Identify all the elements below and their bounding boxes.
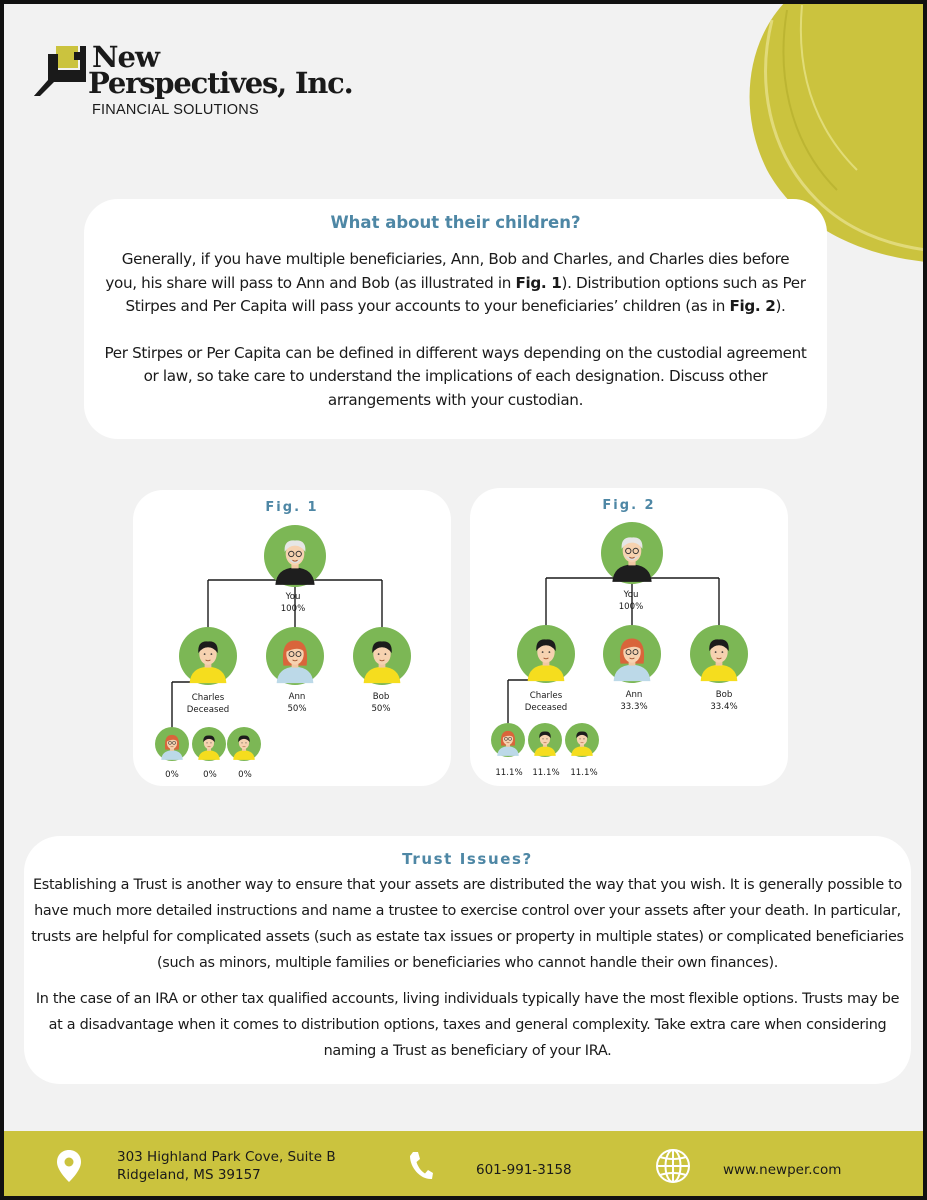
ann-avatar (266, 627, 324, 685)
bob-name: Bob (715, 690, 733, 700)
charles-name: Charles (191, 693, 225, 703)
grandchild-3-avatar (565, 723, 599, 757)
charles-label (516, 690, 576, 714)
grandchild-2-avatar (528, 723, 562, 757)
figure-1-tree (133, 490, 451, 786)
grandchild-2-share: 0% (203, 770, 217, 780)
ann-label (267, 691, 327, 715)
charles-status: Deceased (186, 705, 230, 715)
logo-mark-icon (34, 42, 92, 98)
root-name: You (623, 590, 639, 600)
root-share: 100% (618, 602, 644, 612)
ann-label (604, 689, 664, 713)
charles-status: Deceased (524, 703, 568, 713)
fig1-reference: Fig. 1 (515, 273, 562, 292)
grandchild-1-share: 0% (165, 770, 179, 780)
children-paragraph-1 (104, 248, 807, 319)
ann-name: Ann (625, 690, 643, 700)
root-name: You (285, 592, 301, 602)
location-pin-icon (56, 1149, 82, 1183)
company-logo (34, 42, 374, 126)
you-avatar (264, 525, 326, 587)
bob-label (351, 691, 411, 715)
address-line-2: Ridgeland, MS 39157 (117, 1167, 261, 1183)
root-label (263, 591, 323, 615)
globe-icon (655, 1148, 691, 1184)
charles-avatar (517, 625, 575, 683)
ann-share: 33.3% (620, 702, 648, 712)
figure-2-title: Fig. 2 (602, 498, 656, 513)
children-paragraph-2: Per Stirpes or Per Capita can be defined in different ways depending on the custodial agreement or law, so take care to understand the implications of each designation. Discuss other arrangements with your custodian. (104, 343, 807, 409)
para1-text-a: Generally, if you have multiple beneficiaries, Ann, Bob and Charles, and Charles dies before you, his share will pass to Ann and Bob (as illustrated in (105, 250, 790, 292)
logo-name-line1: New (92, 40, 159, 74)
grandchild-3-avatar (227, 727, 261, 761)
figure-1-card (133, 490, 451, 786)
trust-info-card (24, 836, 911, 1084)
you-avatar (601, 522, 663, 584)
bob-share: 50% (371, 704, 391, 714)
ann-name: Ann (288, 692, 306, 702)
charles-avatar (179, 627, 237, 685)
grandchild-1-avatar (491, 723, 525, 757)
logo-tagline: FINANCIAL SOLUTIONS (92, 102, 259, 118)
trust-heading: Trust Issues? (402, 850, 533, 868)
bob-share: 33.4% (710, 702, 738, 712)
website-link[interactable]: www.newper.com (723, 1162, 842, 1178)
address-line-1: 303 Highland Park Cove, Suite B (117, 1149, 336, 1165)
grandchild-3-share: 0% (238, 770, 252, 780)
ann-avatar (603, 625, 661, 683)
phone-number[interactable]: 601-991-3158 (476, 1162, 572, 1178)
grandchild-2-share: 11.1% (532, 768, 560, 778)
bob-label (694, 689, 754, 713)
charles-name: Charles (529, 691, 563, 701)
para1-text-b: ). Distribution options such as Per Stirpes and Per Capita will pass your accounts to your beneficiaries’ children (as in (125, 273, 806, 315)
children-info-card (84, 199, 827, 439)
children-heading: What about their children? (330, 213, 581, 232)
trust-paragraph-2: In the case of an IRA or other tax qualified accounts, living individuals typically have the most flexible options. Trusts may be at a disadvantage when it comes to distribution options, taxes and general complexity. Take extra care when considering naming a Trust as beneficiary of your IRA. (35, 991, 900, 1059)
charles-label (178, 692, 238, 716)
bob-avatar (690, 625, 748, 683)
phone-icon (408, 1150, 434, 1182)
logo-name-line2: Perspectives, Inc. (88, 66, 353, 100)
ann-share: 50% (287, 704, 307, 714)
figure-2-card (470, 488, 788, 786)
root-share: 100% (280, 604, 306, 614)
bob-name: Bob (372, 692, 390, 702)
root-label (601, 589, 661, 613)
address (117, 1148, 336, 1184)
figure-1-title: Fig. 1 (265, 500, 319, 515)
fig2-reference: Fig. 2 (729, 297, 776, 315)
grandchild-1-share: 11.1% (495, 768, 523, 778)
grandchild-2-avatar (192, 727, 226, 761)
grandchild-1-avatar (155, 727, 189, 761)
bob-avatar (353, 627, 411, 685)
contact-footer (4, 1131, 923, 1200)
para1-text-c: ). (775, 297, 786, 315)
figure-2-tree (470, 488, 788, 786)
grandchild-3-share: 11.1% (570, 768, 598, 778)
trust-paragraph-1: Establishing a Trust is another way to ensure that your assets are distributed the way that you wish. It is generally possible to have much more detailed instructions and name a trustee to exercise control over your assets after your death. In particular, trusts are helpful for complicated assets (such as estate tax issues or property in multiple states) or complicated beneficiaries (such as minors, multiple families or beneficiaries who cannot handle their own finances). (31, 877, 904, 971)
